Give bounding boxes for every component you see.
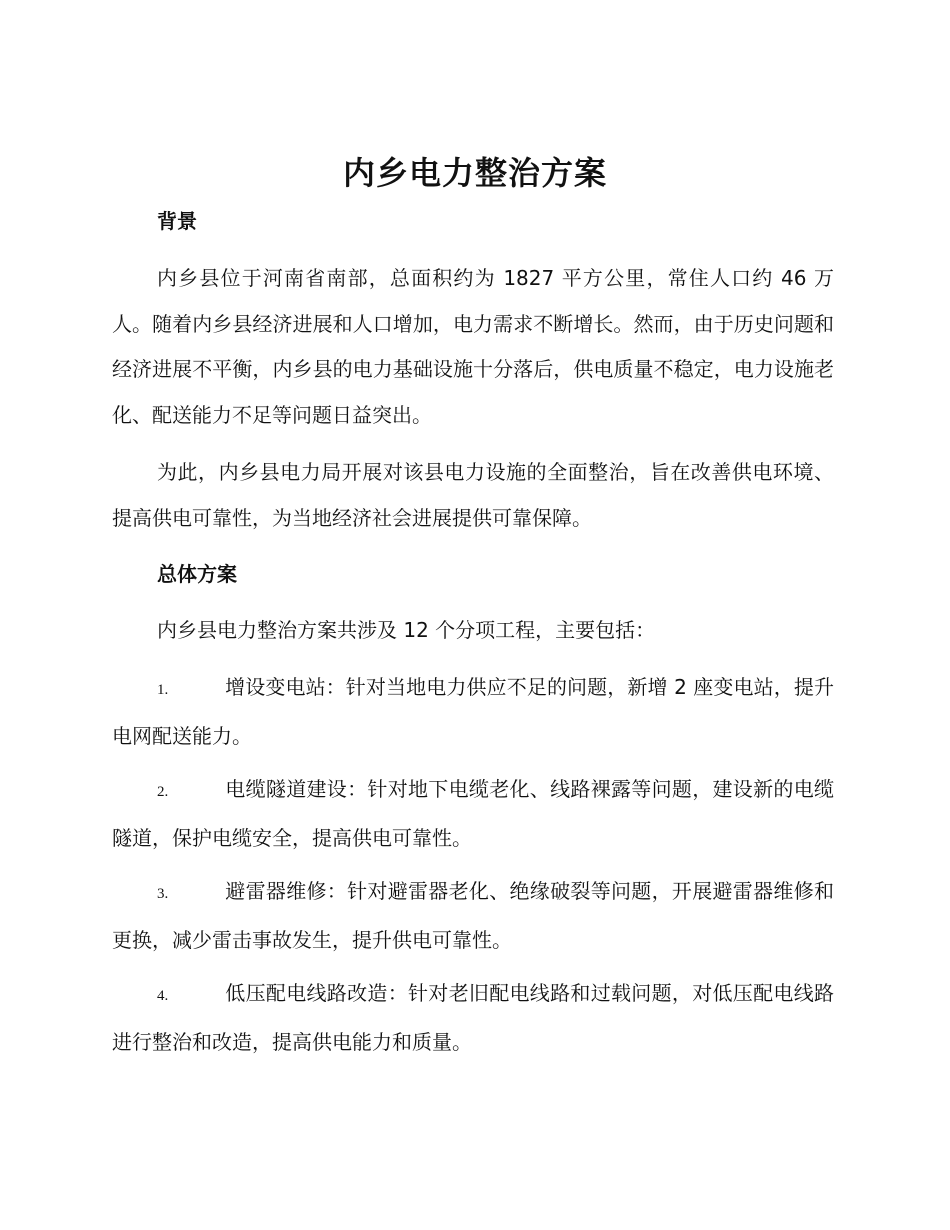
list-item-number: 3. (157, 886, 169, 902)
list-item-text: 增设变电站：针对当地电力供应不足的问题，新增 2 座变电站，提升电网配送能力。 (112, 675, 834, 748)
background-paragraph-1: 内乡县位于河南省南部，总面积约为 1827 平方公里，常住人口约 46 万人。随着内乡县经济进展和人口增加，电力需求不断增长。然而，由于历史问题和经济进展不平衡，内乡县的电力基础设施十分落后，供电质量不稳定，电力设施老化、配送能力不足等问题日益突出。 (112, 266, 834, 427)
list-item (112, 665, 834, 759)
background-paragraph-2: 为此，内乡县电力局开展对该县电力设施的全面整治，旨在改善供电环境、提高供电可靠性，为当地经济社会进展提供可靠保障。 (112, 460, 834, 530)
list-item-number: 2. (157, 784, 169, 800)
list-item-number: 4. (157, 988, 169, 1004)
list-item-text: 电缆隧道建设：针对地下电缆老化、线路裸露等问题，建设新的电缆隧道，保护电缆安全，提高供电可靠性。 (112, 777, 834, 850)
list-item-number: 1. (157, 682, 169, 698)
document-title: 内乡电力整治方案 (342, 154, 607, 192)
section-heading-background: 背景 (157, 209, 197, 233)
section-heading-plan: 总体方案 (157, 562, 237, 586)
list-item-text: 避雷器维修：针对避雷器老化、绝缘破裂等问题，开展避雷器维修和更换，减少雷击事故发生，提升供电可靠性。 (112, 879, 834, 952)
list-item (112, 767, 834, 861)
list-item (112, 869, 834, 963)
plan-intro: 内乡县电力整治方案共涉及 12 个分项工程，主要包括： (157, 618, 656, 642)
list-item (112, 971, 834, 1065)
list-item-text: 低压配电线路改造：针对老旧配电线路和过载问题，对低压配电线路进行整治和改造，提高供电能力和质量。 (112, 981, 834, 1054)
